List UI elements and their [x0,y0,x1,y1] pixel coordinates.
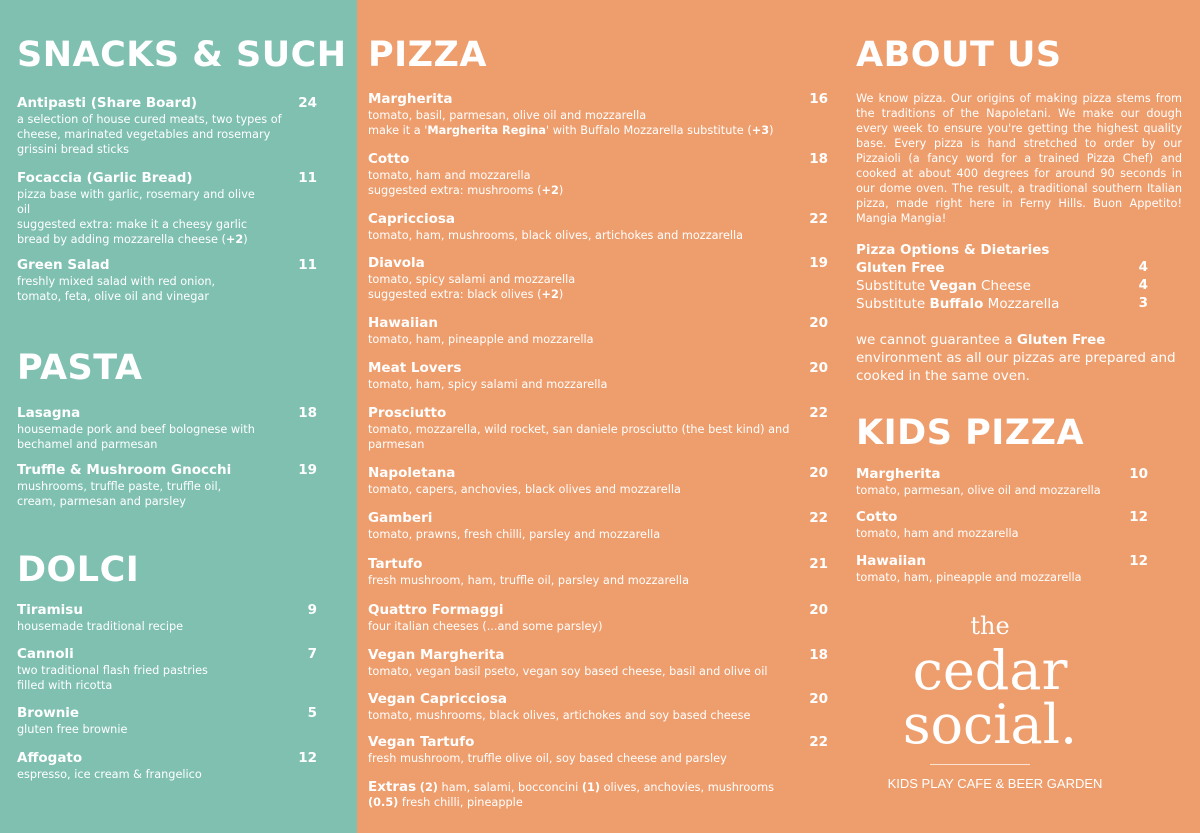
item-price: 16 [809,91,828,107]
pasta-heading: PASTA [17,348,143,388]
item-price: 22 [809,734,828,750]
item-price: 9 [307,602,317,618]
menu-item [17,257,317,304]
item-name: Vegan Margherita [368,647,505,663]
option-price: 4 [1138,259,1148,275]
item-price: 21 [809,556,828,572]
item-name: Affogato [17,750,83,766]
menu-item [368,405,828,452]
about-text: We know pizza. Our origins of making pizza stems from the traditions of the Napoletani. We make our dough every week to ensure you're getting the highest quality base. Every pizza is hand stretched to order by our Pizzaioli (a fancy word for a trained Pizza Chef) and cooked at about 400 degrees for around 90 seconds in our dome oven. The result, a traditional southern Italian pizza, made right here in Ferny Hills. Buon Appetito! Mangia Mangia! [856,92,1182,225]
item-description: housemade traditional recipe [17,620,184,633]
item-description: mushrooms, truffle paste, truffle oil, cream, parmesan and parsley [17,480,222,508]
menu-item [368,360,828,392]
item-name: Tartufo [368,556,423,572]
item-description: tomato, basil, parmesan, olive oil and mozzarella [368,109,647,122]
item-price: 20 [809,360,828,376]
item-name: Quattro Formaggi [368,602,504,618]
item-name: Tiramisu [17,602,83,618]
item-price: 18 [809,647,828,663]
menu-item [368,691,828,723]
item-price: 5 [307,705,317,721]
item-price: 22 [809,211,828,227]
item-name: Cotto [368,151,410,167]
item-price: 11 [298,257,317,273]
item-description: a selection of house cured meats, two types of cheese, marinated vegetables and rosemary grissini bread sticks [17,113,282,156]
pizza-heading: PIZZA [368,35,488,75]
menu-item [368,734,828,766]
item-description: tomato, ham, pineapple and mozzarella [368,333,594,346]
menu-item [17,405,317,452]
option-price: 4 [1138,277,1148,293]
item-name: Margherita [856,466,941,482]
item-name: Hawaiian [856,553,926,569]
item-name: Vegan Capricciosa [368,691,507,707]
menu-item [17,646,317,693]
item-name: Focaccia (Garlic Bread) [17,170,193,186]
item-description: four italian cheeses (...and some parsley) [368,620,603,633]
brand-logo [880,612,1100,756]
item-description: tomato, ham, spicy salami and mozzarella [368,378,608,391]
item-name: Napoletana [368,465,456,481]
item-name: Gamberi [368,510,433,526]
item-name: Meat Lovers [368,360,462,376]
option-price: 3 [1138,295,1148,311]
item-price: 18 [298,405,317,421]
menu-item [17,170,317,247]
item-name: Brownie [17,705,80,721]
item-price: 20 [809,691,828,707]
item-description: espresso, ice cream & frangelico [17,768,202,781]
menu-item [368,602,828,634]
logo-line-the: the [970,612,1010,640]
menu-item [856,466,1148,498]
item-name: Green Salad [17,257,110,273]
menu-item [368,465,828,497]
item-extra: suggested extra: black olives (+2) [368,288,564,301]
menu-item [856,553,1148,585]
item-price: 12 [1129,509,1148,525]
item-price: 12 [298,750,317,766]
menu-item [17,602,317,634]
about-heading: ABOUT US [856,35,1062,75]
item-name: Antipasti (Share Board) [17,95,198,111]
menu-item [17,705,317,737]
menu-item [368,510,828,542]
menu-item [368,556,828,588]
logo-line-social: social. [902,693,1078,756]
menu-item [368,255,828,302]
option-row: Substitute Buffalo Mozzarella 3 [856,295,1148,312]
item-name: Margherita [368,91,453,107]
gluten-free-note: we cannot guarantee a Gluten Free environment as all our pizzas are prepared and cooked in the same oven. [856,332,1176,384]
item-price: 20 [809,465,828,481]
menu-item [856,509,1148,541]
item-description: tomato, ham and mozzarella [856,527,1019,540]
kids-heading: KIDS PIZZA [856,413,1085,453]
item-price: 10 [1129,466,1148,482]
item-extra: suggested extra: make it a cheesy garlic bread by adding mozzarella cheese (+2) [17,218,248,246]
item-name: Cotto [856,509,898,525]
item-extra: suggested extra: mushrooms (+2) [368,184,564,197]
item-description: tomato, prawns, fresh chilli, parsley and mozzarella [368,528,661,541]
item-description: tomato, vegan basil pseto, vegan soy based cheese, basil and olive oil [368,665,768,678]
menu-item [17,95,317,157]
item-description: tomato, ham and mozzarella [368,169,531,182]
item-price: 22 [809,405,828,421]
menu-item [368,91,828,138]
logo-line-cedar: cedar [912,639,1068,702]
item-description: pizza base with garlic, rosemary and olive oil [17,188,255,216]
item-price: 11 [298,170,317,186]
item-description: tomato, ham, mushrooms, black olives, artichokes and mozzarella [368,229,744,242]
logo-divider [930,764,1030,765]
item-price: 18 [809,151,828,167]
item-price: 24 [298,95,317,111]
options-title: Pizza Options & Dietaries [856,242,1050,258]
item-price: 19 [809,255,828,271]
item-description: tomato, mushrooms, black olives, artichokes and soy based cheese [368,709,751,722]
item-description: tomato, spicy salami and mozzarella [368,273,576,286]
item-description: fresh mushroom, truffle olive oil, soy based cheese and parsley [368,752,727,765]
item-description: tomato, capers, anchovies, black olives and mozzarella [368,483,681,496]
extras-note [368,780,808,810]
item-price: 7 [307,646,317,662]
item-price: 12 [1129,553,1148,569]
item-description: tomato, mozzarella, wild rocket, san daniele prosciutto (the best kind) and parmesan [368,423,790,451]
item-price: 19 [298,462,317,478]
item-price: 22 [809,510,828,526]
menu-item [17,750,317,782]
item-description: tomato, ham, pineapple and mozzarella [856,571,1082,584]
item-extra: make it a 'Margherita Regina' with Buffalo Mozzarella substitute (+3) [368,124,774,137]
dolci-heading: DOLCI [17,550,140,590]
item-name: Prosciutto [368,405,447,421]
item-description: freshly mixed salad with red onion, tomato, feta, olive oil and vinegar [17,275,216,303]
item-name: Diavola [368,255,425,271]
extras-text: Extras (2) ham, salami, bocconcini (1) olives, anchovies, mushrooms (0.5) fresh chilli, pineapple [368,779,775,809]
menu-item [17,462,317,509]
item-description: two traditional flash fried pastries filled with ricotta [17,664,208,692]
menu-item [368,151,828,198]
menu-item [368,211,828,243]
snacks-heading: SNACKS & SUCH [17,35,347,75]
menu-item [368,315,828,347]
option-row: Substitute Vegan Cheese 4 [856,277,1148,294]
item-description: gluten free brownie [17,723,128,736]
item-name: Vegan Tartufo [368,734,475,750]
item-price: 20 [809,602,828,618]
logo-tagline: KIDS PLAY CAFE & BEER GARDEN [887,776,1103,791]
item-price: 20 [809,315,828,331]
menu-item [368,647,828,679]
item-name: Cannoli [17,646,74,662]
item-name: Lasagna [17,405,81,421]
item-name: Hawaiian [368,315,438,331]
item-description: housemade pork and beef bolognese with bechamel and parmesan [17,423,255,451]
item-description: tomato, parmesan, olive oil and mozzarella [856,484,1101,497]
item-name: Capricciosa [368,211,456,227]
option-row: Gluten Free 4 [856,259,1148,276]
item-description: fresh mushroom, ham, truffle oil, parsley and mozzarella [368,574,689,587]
item-name: Truffle & Mushroom Gnocchi [17,462,232,478]
